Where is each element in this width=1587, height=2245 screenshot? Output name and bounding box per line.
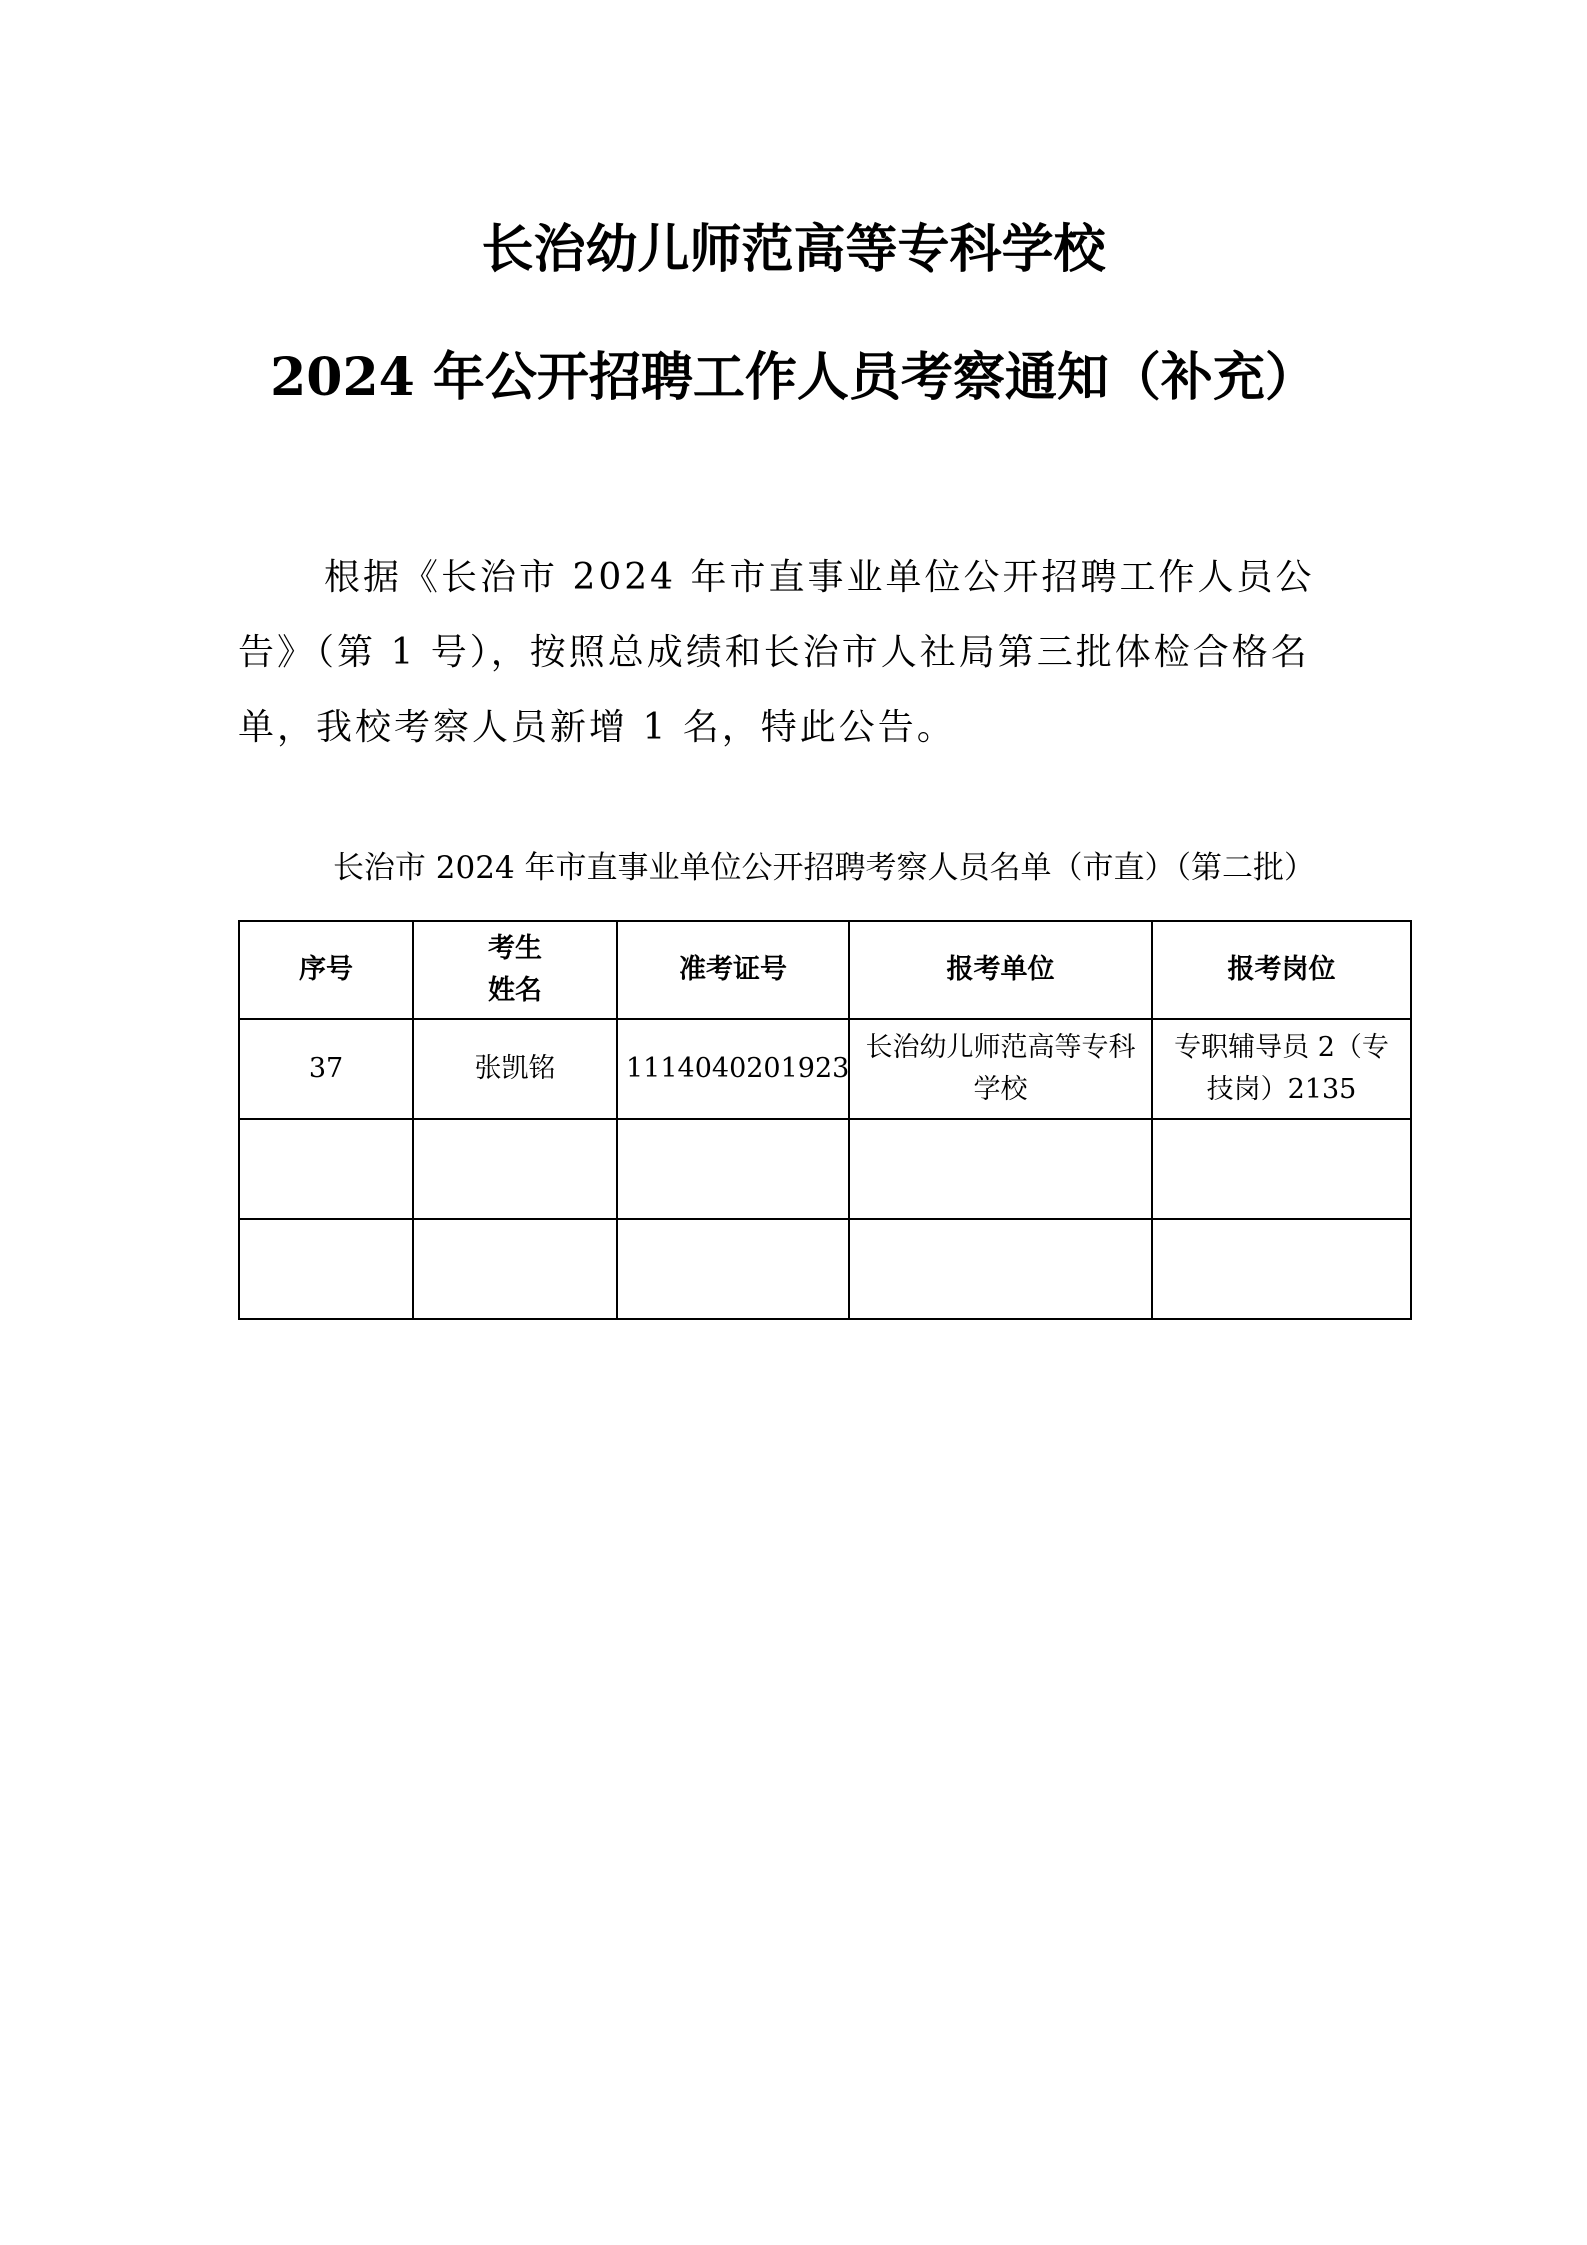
cell-name: 张凯铭: [413, 1019, 617, 1119]
cell-unit: [849, 1119, 1152, 1219]
cell-unit: 长治幼儿师范高等专科学校: [849, 1019, 1152, 1119]
table-row: [239, 1219, 1411, 1319]
cell-position: [1152, 1219, 1411, 1319]
document-title-line2: 2024 年公开招聘工作人员考察通知（补充）: [270, 347, 1317, 408]
cell-position: [1152, 1119, 1411, 1219]
cell-exam-id: 1114040201923: [617, 1019, 849, 1119]
header-position: 报考岗位: [1152, 921, 1411, 1019]
cell-name: [413, 1119, 617, 1219]
cell-exam-id: [617, 1119, 849, 1219]
table-row: [239, 1019, 1411, 1119]
header-serial: 序号: [239, 921, 413, 1019]
table-row: [239, 1119, 1411, 1219]
table-caption: 长治市 2024 年市直事业单位公开招聘考察人员名单（市直）（第二批）: [332, 850, 1316, 886]
header-unit: 报考单位: [849, 921, 1152, 1019]
cell-serial: [239, 1219, 413, 1319]
notice-paragraph-text: 根据《长治市 2024 年市直事业单位公开招聘工作人员公告》（第 1 号），按照总成绩和长治市人社局第三批体检合格名单，我校考察人员新增 1 名，特此公告。: [238, 557, 1315, 748]
header-name-line2: 姓名: [488, 975, 542, 1006]
notice-paragraph: [238, 540, 1348, 765]
table-header-row: [239, 921, 1411, 1019]
cell-position: 专职辅导员 2（专技岗）2135: [1152, 1019, 1411, 1119]
cell-name: [413, 1219, 617, 1319]
header-candidate-name: [413, 921, 617, 1019]
header-exam-id: 准考证号: [617, 921, 849, 1019]
cell-unit: [849, 1219, 1152, 1319]
header-name-line1: 考生: [488, 933, 542, 964]
cell-exam-id: [617, 1219, 849, 1319]
cell-serial: 37: [239, 1019, 413, 1119]
document-title-line1: 长治幼儿师范高等专科学校: [481, 219, 1106, 280]
cell-serial: [239, 1119, 413, 1219]
candidate-table: [238, 920, 1412, 1320]
